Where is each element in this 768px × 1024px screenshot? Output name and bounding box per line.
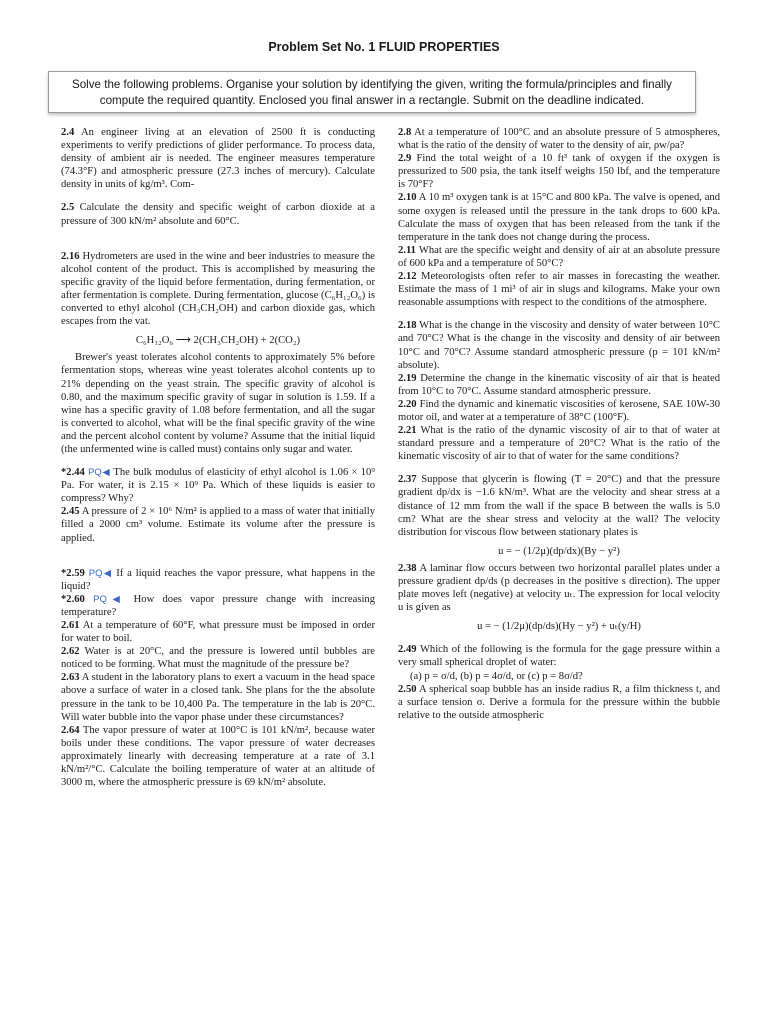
problem-number: 2.4 bbox=[61, 127, 75, 138]
problem-2-59 bbox=[61, 567, 375, 593]
problem-number: 2.62 bbox=[61, 646, 80, 658]
problem-number: 2.61 bbox=[61, 620, 80, 631]
problem-number: 2.64 bbox=[61, 724, 80, 736]
problem-text: Calculate the density and specific weight of carbon dioxide at a pressure of 300 kN/m² absolute and 60°C. bbox=[61, 202, 375, 227]
problem-2-60 bbox=[61, 593, 375, 619]
problem-text: A laminar flow occurs between two horizontal parallel plates under a pressure gradient dp/ds (p decreases in the positive s direction). The upper plate moves left (negative) at velocity uₜ. The expression for local velocity u is given as bbox=[398, 562, 720, 614]
problem-2-16-continued: Brewer's yeast tolerates alcohol contents to approximately 5% before fermentation stops, whereas wine yeast tolerates alcohol contents up to 21% depending on the yeast strain. The specific gravity of alcohol is 0.80, and the maximum specific gravity of sugar in solution is 1.59. If a wine has a specific gravity of 1.08 before fermentation, and all the sugar is converted to alcohol, what will be the final specific gravity of the wine and the percent alcohol content by volume? Assume that the initial liquid (the unfermented wine is called must) contains only sugar and water. bbox=[61, 352, 375, 455]
problem-2-12 bbox=[398, 270, 720, 309]
problem-number: 2.12 bbox=[398, 271, 417, 283]
problem-text: A 10 m³ oxygen tank is at 15°C and 800 kPa. The valve is opened, and some oxygen is released until the pressure in the tank drops to 600 kPa. Calculate the mass of oxygen that has been released from the tank if the temperature in the tank does not change during the process. bbox=[398, 192, 720, 243]
problem-number: 2.16 bbox=[61, 250, 80, 262]
problem-2-62 bbox=[61, 645, 375, 671]
problem-text: If a liquid reaches the vapor pressure, what happens in the liquid? bbox=[61, 567, 375, 592]
problem-number: 2.9 bbox=[398, 153, 412, 165]
problem-number: *2.59 bbox=[61, 567, 85, 579]
problem-number: 2.18 bbox=[398, 320, 417, 332]
velocity-equation-2-37: u = − (1/2μ)(dp/dx)(By − y²) bbox=[498, 545, 620, 557]
problem-text: What is the ratio of the dynamic viscosity of air to that of water at standard pressure and a temperature of 20°C? What is the ratio of the kinematic viscosity of air to that of water for the same conditions? bbox=[398, 425, 720, 463]
problem-2-37 bbox=[398, 473, 720, 538]
problem-number: 2.10 bbox=[398, 192, 417, 204]
problem-number: 2.19 bbox=[398, 372, 417, 384]
pq-icon: PQ◀ bbox=[88, 567, 113, 579]
problem-text: The bulk modulus of elasticity of ethyl alcohol is 1.06 × 10⁹ Pa. For water, it is 2.15 × 10⁹ Pa. Which of these liquids is easier to compress? Why? bbox=[61, 467, 375, 505]
problem-text: Find the total weight of a 10 ft³ tank of oxygen if the oxygen is pressurized to 500 psia, the tank itself weighs 150 lbf, and the temperature is 70°F? bbox=[398, 153, 721, 191]
problem-number: 2.20 bbox=[398, 398, 417, 410]
velocity-equation-2-38: u = − (1/2μ)(dp/ds)(Hy − y²) + uₜ(y/H) bbox=[477, 621, 641, 633]
problem-2-18 bbox=[398, 319, 720, 371]
problem-number: 2.11 bbox=[398, 244, 416, 256]
pq-icon: PQ◀ bbox=[93, 593, 126, 605]
page-title: Problem Set No. 1 FLUID PROPERTIES bbox=[268, 40, 500, 54]
problem-text: Meteorologists often refer to air masses in forecasting the weather. Estimate the mass of 1 mi³ of air in slugs and kilograms. Make your own reasonable assumptions with respect to the conditions of the atmosphere. bbox=[398, 271, 721, 309]
problem-number: 2.38 bbox=[398, 562, 417, 574]
problem-text: What is the change in the viscosity and density of water between 10°C and 70°C? What is the change in the viscosity and density of air between 10°C and 70°C? Assume standard atmospheric pressure (p = 101 kN/m² absolute). bbox=[398, 320, 720, 371]
problem-2-19 bbox=[398, 372, 720, 398]
instructions-box: Solve the following problems. Organise your solution by identifying the given, writing the formula/principles and finally compute the required quantity. Enclosed you final answer in a rectangle. Submit on the deadline indicated. bbox=[48, 71, 696, 113]
problem-2-21 bbox=[398, 424, 720, 463]
problem-2-44 bbox=[61, 466, 375, 505]
problem-2-63 bbox=[61, 671, 375, 723]
problem-number: *2.60 bbox=[61, 593, 85, 605]
problem-2-20 bbox=[398, 398, 720, 424]
problem-number: 2.45 bbox=[61, 506, 80, 518]
left-column bbox=[61, 126, 375, 789]
problem-2-10 bbox=[398, 191, 720, 243]
problem-2-64 bbox=[61, 724, 375, 789]
problem-number: 2.8 bbox=[398, 127, 412, 138]
problem-text: At a temperature of 100°C and an absolute pressure of 5 atmospheres, what is the ratio of the density of water to the density of air, ρw/ρa? bbox=[398, 127, 720, 152]
problem-text: Water is at 20°C, and the pressure is lowered until bubbles are noticed to be forming. What must the magnitude of the pressure be? bbox=[61, 646, 375, 671]
problem-2-9 bbox=[398, 152, 720, 191]
problem-number: 2.5 bbox=[61, 202, 75, 214]
pq-icon: PQ◀ bbox=[88, 467, 111, 479]
problem-2-38 bbox=[398, 562, 720, 614]
problem-2-5 bbox=[61, 201, 375, 227]
problem-2-8 bbox=[398, 126, 720, 152]
problem-2-45 bbox=[61, 505, 375, 544]
problem-text: A student in the laboratory plans to exert a vacuum in the head space above a surface of water in a closed tank. She plans for the the absolute pressure in the tank to be 10,400 Pa. The temperature in the lab is 20°C. Will water bubble into the vapor phase under these circumstances? bbox=[61, 672, 375, 723]
problem-text: Find the dynamic and kinematic viscosities of kerosene, SAE 10W-30 motor oil, and water at a temperature of 38°C (100°F). bbox=[398, 398, 720, 423]
problem-number: 2.49 bbox=[398, 644, 417, 656]
problem-2-49 bbox=[398, 643, 720, 669]
problem-number: 2.63 bbox=[61, 672, 80, 684]
problem-2-4 bbox=[61, 126, 375, 191]
problem-number: *2.44 bbox=[61, 467, 85, 479]
problem-2-49-choices: (a) p = σ/d, (b) p = 4σ/d, or (c) p = 8σ/d? bbox=[410, 670, 583, 682]
problem-2-16 bbox=[61, 250, 375, 329]
problem-text: Determine the change in the kinematic viscosity of air that is heated from 10°C to 70°C. Assume standard atmospheric pressure. bbox=[398, 372, 720, 397]
problem-text: At a temperature of 60°F, what pressure must be imposed in order for water to boil. bbox=[61, 620, 375, 645]
problem-text: What are the specific weight and density of air at an absolute pressure of 600 kPa and a temperature of 50°C? bbox=[398, 244, 720, 269]
problem-number: 2.21 bbox=[398, 425, 417, 437]
problem-text: Suppose that glycerin is flowing (T = 20°C) and that the pressure gradient dp/dx is −1.6 kN/m³. What are the velocity and shear stress at a distance of 12 mm from the wall if the space B between the walls is 5.0 cm? What are the shear stress and velocity at the wall? The velocity distribution for viscous flow between stationary plates is bbox=[398, 474, 721, 538]
problem-text: Hydrometers are used in the wine and beer industries to measure the alcohol content of the product. This is accomplished by measuring the specific gravity of the liquid before fermentation, during fermentation, or after fermentation is complete. During fermentation, glucose (C₆H₁₂O₆) is converted to ethyl alcohol (CH₃CH₂OH) and carbon dioxide gas, which escapes from the vat. bbox=[61, 250, 375, 328]
problem-text: An engineer living at an elevation of 2500 ft is conducting experiments to verify predictions of glider performance. To process data, density of ambient air is needed. The engineer measures temperature (74.3°F) and atmospheric pressure (27.3 inches of mercury). Calculate density in units of kg/m³. Com- bbox=[61, 127, 375, 191]
problem-2-50 bbox=[398, 683, 720, 722]
problem-number: 2.37 bbox=[398, 474, 417, 486]
problem-text: A spherical soap bubble has an inside radius R, a film thickness t, and a surface tension σ. Derive a formula for the pressure within the bubble relative to the outside atmospheric bbox=[398, 683, 720, 721]
problem-number: 2.50 bbox=[398, 683, 417, 695]
problem-2-11 bbox=[398, 244, 720, 270]
problem-text: The vapor pressure of water at 100°C is 101 kN/m², because water boils under these conditions. The vapor pressure of water decreases approximately linearly with decreasing temperature at a rate of 3.1 kN/m²/°C. Calculate the boiling temperature of water at an altitude of 3000 m, where the atmospheric pressure is 69 kN/m² absolute. bbox=[61, 724, 375, 789]
fermentation-equation: C₆H₁₂O₆ ⟶ 2(CH₃CH₂OH) + 2(CO₂) bbox=[135, 335, 301, 347]
problem-text: Which of the following is the formula for the gage pressure within a very small spherical droplet of water: bbox=[398, 644, 720, 669]
problem-text: How does vapor pressure change with increasing temperature? bbox=[61, 593, 375, 618]
problem-2-61 bbox=[61, 619, 375, 645]
problem-text: A pressure of 2 × 10⁶ N/m² is applied to a mass of water that initially filled a 2000 cm³ volume. Estimate its volume after the pressure is applied. bbox=[61, 506, 375, 544]
right-column bbox=[398, 126, 720, 722]
